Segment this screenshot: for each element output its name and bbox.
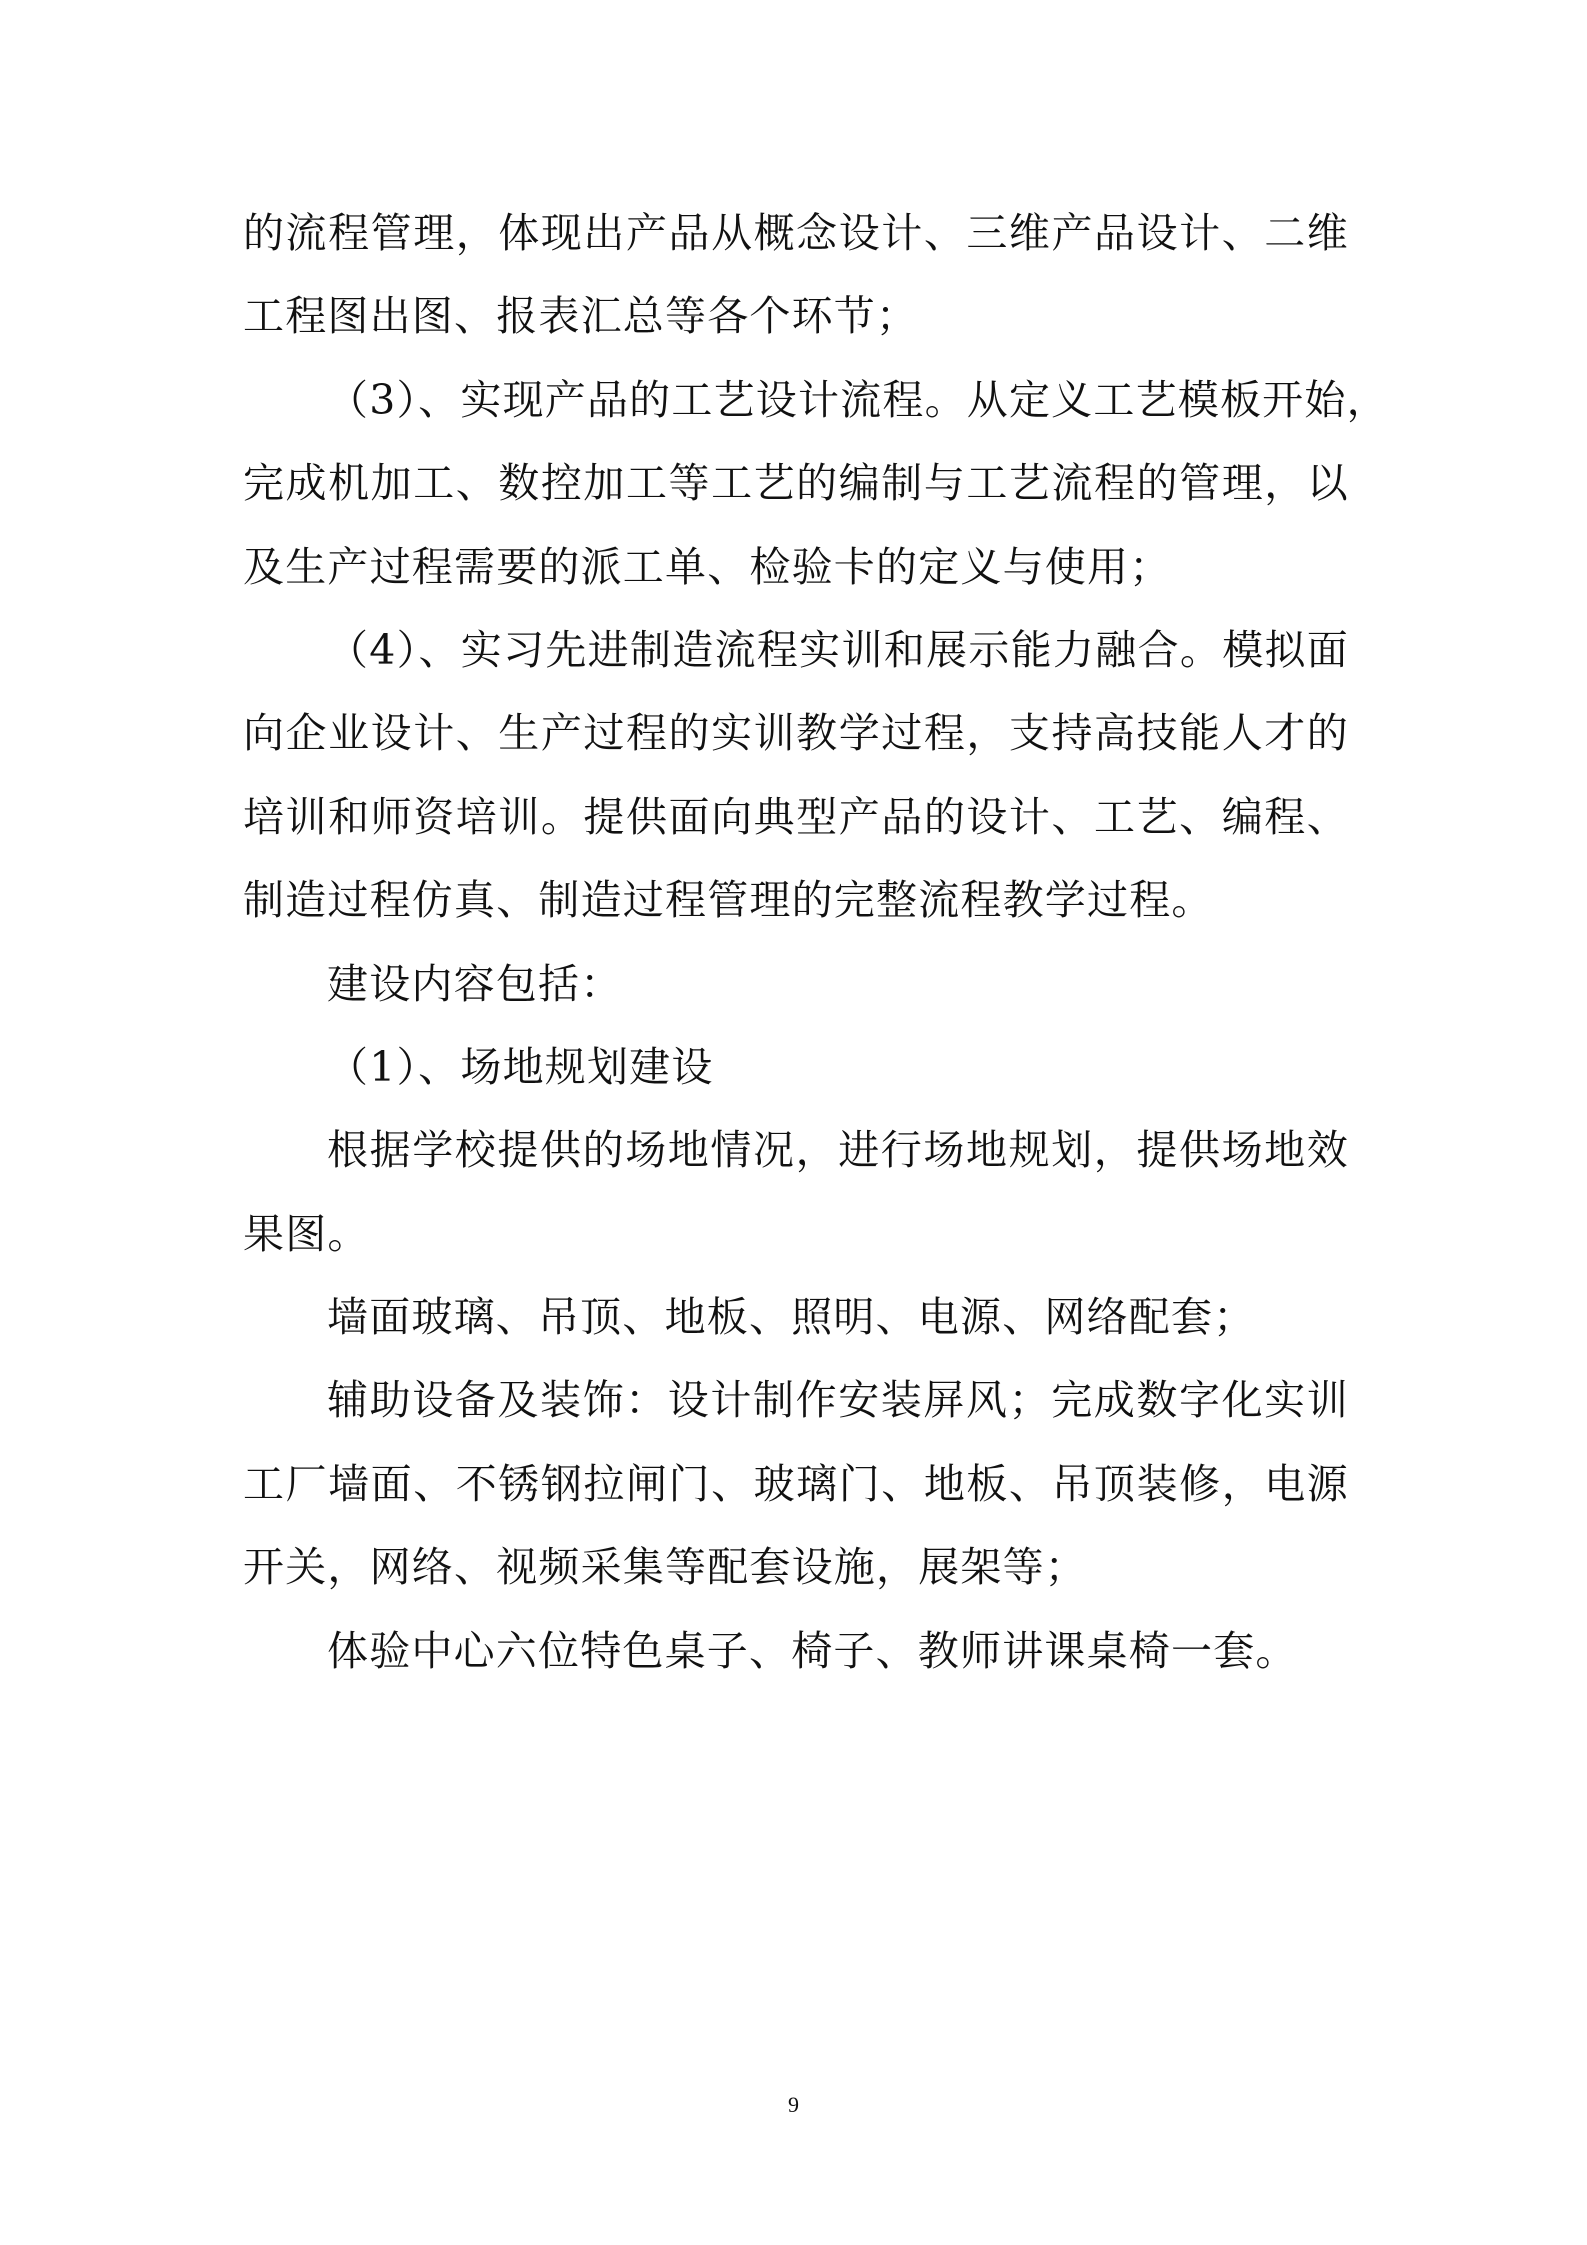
text-line: 完成机加工、数控加工等工艺的编制与工艺流程的管理，以 <box>243 459 1349 508</box>
text-line: 的流程管理，体现出产品从概念设计、三维产品设计、二维 <box>243 209 1349 257</box>
paragraph-auxiliary-equipment <box>243 1359 1349 1609</box>
text-line: 开关，网络、视频采集等配套设施，展架等； <box>243 1543 1087 1592</box>
paragraph-furniture <box>243 1610 1349 1693</box>
text-line: 墙面玻璃、吊顶、地板、照明、电源、网络配套； <box>327 1293 1256 1342</box>
text-line: 培训和师资培训。提供面向典型产品的设计、工艺、编程、 <box>243 792 1349 841</box>
text-line: 向企业设计、生产过程的实训教学过程，支持高技能人才的 <box>243 709 1349 758</box>
body-text <box>243 192 1389 1693</box>
paragraph-site-planning-heading <box>243 1026 1349 1109</box>
text-line: 工程图出图、报表汇总等各个环节； <box>243 292 919 341</box>
text-line: （4）、实习先进制造流程实训和展示能力融合。模拟面 <box>327 625 1349 674</box>
paragraph-item-4 <box>243 609 1349 943</box>
paragraph-facilities <box>243 1276 1349 1359</box>
page-number: 9 <box>788 2092 799 2117</box>
text-line: 制造过程仿真、制造过程管理的完整流程教学过程。 <box>243 876 1214 925</box>
text-line: （1）、场地规划建设 <box>327 1042 714 1091</box>
paragraph-process-management <box>243 192 1349 359</box>
text-line: 根据学校提供的场地情况，进行场地规划，提供场地效 <box>327 1126 1349 1175</box>
text-line: 及生产过程需要的派工单、检验卡的定义与使用； <box>243 542 1172 591</box>
text-line: 果图。 <box>243 1209 370 1258</box>
text-line: 体验中心六位特色桌子、椅子、教师讲课桌椅一套。 <box>327 1626 1298 1675</box>
text-line: （3）、实现产品的工艺设计流程。从定义工艺模板开始， <box>327 375 1389 424</box>
paragraph-item-3 <box>243 359 1389 609</box>
paragraph-construction-heading <box>243 943 1349 1026</box>
text-line: 建设内容包括： <box>327 959 623 1008</box>
text-line: 工厂墙面、不锈钢拉闸门、玻璃门、地板、吊顶装修，电源 <box>243 1459 1349 1508</box>
paragraph-site-planning <box>243 1109 1349 1276</box>
text-line: 辅助设备及装饰：设计制作安装屏风；完成数字化实训 <box>327 1376 1349 1425</box>
